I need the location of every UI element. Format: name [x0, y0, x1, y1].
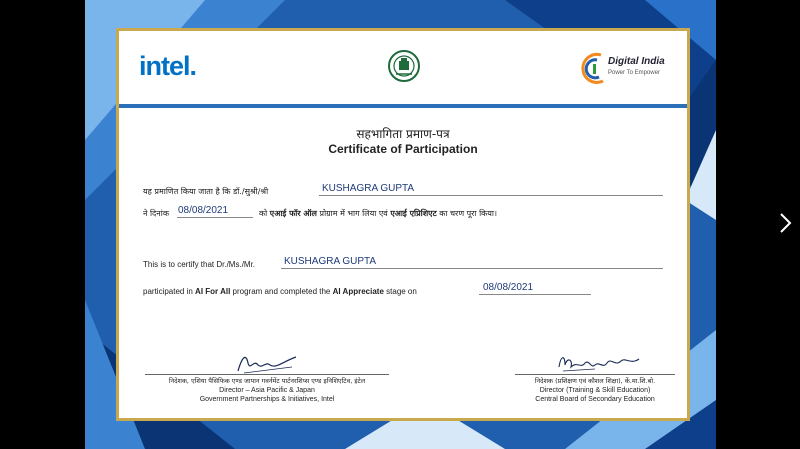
hindi-line2-prefix: ने दिनांक [143, 209, 169, 218]
header-divider [119, 104, 687, 108]
signatory-left-title1: Director – Asia Pacific & Japan [219, 387, 315, 394]
signature-right-icon [555, 349, 645, 377]
chevron-right-icon[interactable] [772, 210, 798, 236]
signatory-left-title2: Government Partnerships & Initiatives, Intel [199, 396, 335, 403]
signature-left-line [145, 374, 389, 375]
digital-india-icon [581, 51, 607, 85]
english-program-text: AI For All [195, 287, 231, 296]
digital-india-tagline: Power To Empower [608, 70, 660, 76]
english-line2-mid: program and completed the [232, 287, 331, 296]
english-line2-prefix: participated in [143, 287, 193, 296]
certificate-header [119, 31, 687, 106]
hindi-line2-mid2: प्रोग्राम में भाग लिया एवं [319, 209, 388, 218]
slide-viewer [85, 0, 716, 449]
signature-left-icon [234, 349, 304, 377]
hindi-ko-text: को [259, 209, 268, 218]
english-line2-suffix: stage on [386, 287, 417, 296]
hindi-line2-mid [259, 208, 497, 219]
signatory-right-title1: Director (Training & Skill Education) [539, 387, 651, 394]
signature-right-line [515, 374, 675, 375]
hindi-program-text: एआई फॉर ऑल [269, 209, 317, 218]
hindi-name-underline [319, 195, 663, 196]
hindi-date-underline [177, 217, 253, 218]
cbse-emblem-icon [387, 48, 421, 84]
signatory-left-hindi: निदेशक, एशिया पैसिफिक एण्ड जापान गवर्नमेंट पार्टनरशिप्स एण्ड इनिशिएटिव, इंटेल [168, 377, 366, 385]
title-hindi: सहभागिता प्रमाण-पत्र [356, 127, 450, 141]
english-name-underline [281, 268, 663, 269]
english-stage-text: AI Appreciate [332, 287, 384, 296]
title-english: Certificate of Participation [328, 142, 478, 156]
digital-india-title: Digital India [608, 56, 665, 67]
hindi-name-value: KUSHAGRA GUPTA [322, 183, 415, 194]
signatory-right [495, 377, 695, 404]
english-date-value: 08/08/2021 [483, 282, 534, 293]
signatory-right-title2: Central Board of Secondary Education [535, 396, 655, 403]
intel-logo: intel. [139, 51, 197, 81]
hindi-stage-text: एआई एप्रिशिएट [390, 209, 437, 218]
digital-india-logo [581, 51, 681, 91]
certificate [116, 28, 690, 421]
hindi-line1-prefix: यह प्रमाणित किया जाता है कि डॉ./सुश्री/श्री [143, 187, 269, 196]
english-line2 [143, 287, 417, 296]
english-date-underline [479, 294, 591, 295]
english-name-value: KUSHAGRA GUPTA [284, 256, 377, 267]
signatory-left [145, 377, 389, 404]
english-line1-prefix: This is to certify that Dr./Ms./Mr. [143, 260, 256, 269]
signatory-right-hindi: निदेशक (प्रशिक्षण एवं कौशल शिक्षा), कें.मा.शि.बो. [534, 377, 656, 385]
hindi-date-value: 08/08/2021 [178, 205, 229, 216]
hindi-line2-suffix: का चरण पूरा किया। [439, 209, 498, 218]
